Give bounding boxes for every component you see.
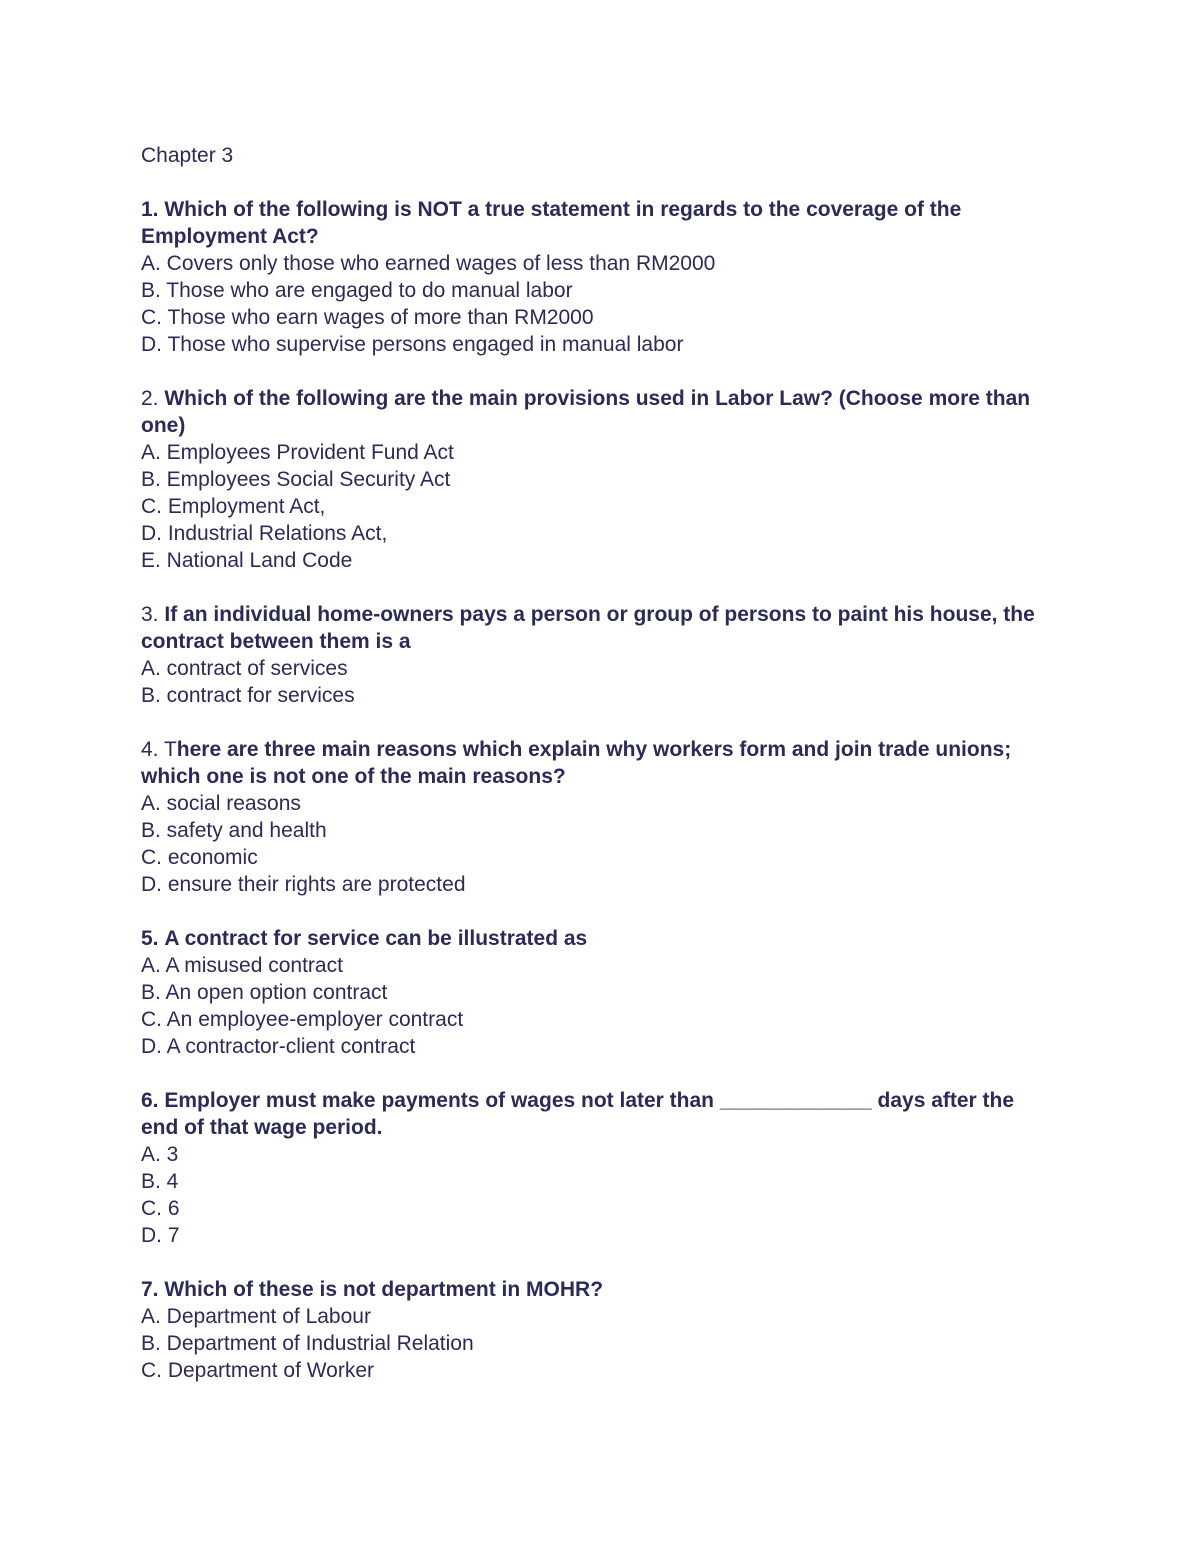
question-stem: A contract for service can be illustrated as [164,927,588,950]
answer-option: B. safety and health [141,819,327,842]
question-number: 2. [141,387,159,410]
question-3 [141,601,1041,709]
answer-option: D. Industrial Relations Act, [141,522,388,545]
question-number: 5. [141,927,159,950]
answer-option: D. ensure their rights are protected [141,873,466,896]
question-7 [141,1276,1041,1384]
question-stem: Which of these is not department in MOHR? [164,1278,604,1301]
question-text [141,601,1041,655]
answer-option: A. Employees Provident Fund Act [141,441,454,464]
answer-option: B. Department of Industrial Relation [141,1332,474,1355]
chapter-title: Chapter 3 [141,144,234,167]
answer-option: B. contract for services [141,684,355,707]
answer-option: C. Department of Worker [141,1359,375,1382]
answer-option: B. 4 [141,1170,179,1193]
question-text [141,1087,1041,1141]
answer-option: C. economic [141,846,258,869]
answer-option: D. A contractor-client contract [141,1035,416,1058]
answer-option: A. contract of services [141,657,348,680]
answer-option: C. 6 [141,1197,180,1220]
answer-option: A. A misused contract [141,954,343,977]
answer-option: C. Employment Act, [141,495,326,518]
answer-option: D. 7 [141,1224,180,1247]
question-5 [141,925,1041,1060]
answer-option: A. social reasons [141,792,301,815]
question-text [141,925,1041,952]
answer-option: B. Those who are engaged to do manual labor [141,279,573,302]
answer-option: B. Employees Social Security Act [141,468,451,491]
answer-option: A. Covers only those who earned wages of less than RM2000 [141,252,716,275]
document-page [141,142,1041,1411]
question-text [141,385,1041,439]
question-number: 6. [141,1089,159,1112]
question-number: 7. [141,1278,159,1301]
question-number: 1. [141,198,159,221]
answer-option: D. Those who supervise persons engaged in manual labor [141,333,684,356]
answer-option: C. Those who earn wages of more than RM2000 [141,306,594,329]
question-stem: here are three main reasons which explain why workers form and join trade unions; which one is not one of the main reasons? [141,738,1012,788]
answer-option: E. National Land Code [141,549,353,572]
question-4 [141,736,1041,898]
question-text [141,1276,1041,1303]
question-text [141,736,1041,790]
question-text [141,196,1041,250]
answer-option: A. 3 [141,1143,179,1166]
question-list [141,196,1041,1384]
question-number: 3. [141,603,159,626]
question-stem: Which of the following is NOT a true statement in regards to the coverage of the Employment Act? [141,198,962,248]
question-number: 4. T [141,738,177,761]
question-stem: Employer must make payments of wages not later than _____________ days after the end of that wage period. [141,1089,1015,1139]
answer-option: C. An employee-employer contract [141,1008,464,1031]
answer-option: B. An open option contract [141,981,388,1004]
question-6 [141,1087,1041,1249]
question-stem: Which of the following are the main provisions used in Labor Law? (Choose more than one) [141,387,1031,437]
question-2 [141,385,1041,574]
answer-option: A. Department of Labour [141,1305,371,1328]
question-stem: If an individual home-owners pays a person or group of persons to paint his house, the contract between them is a [141,603,1035,653]
question-1 [141,196,1041,358]
